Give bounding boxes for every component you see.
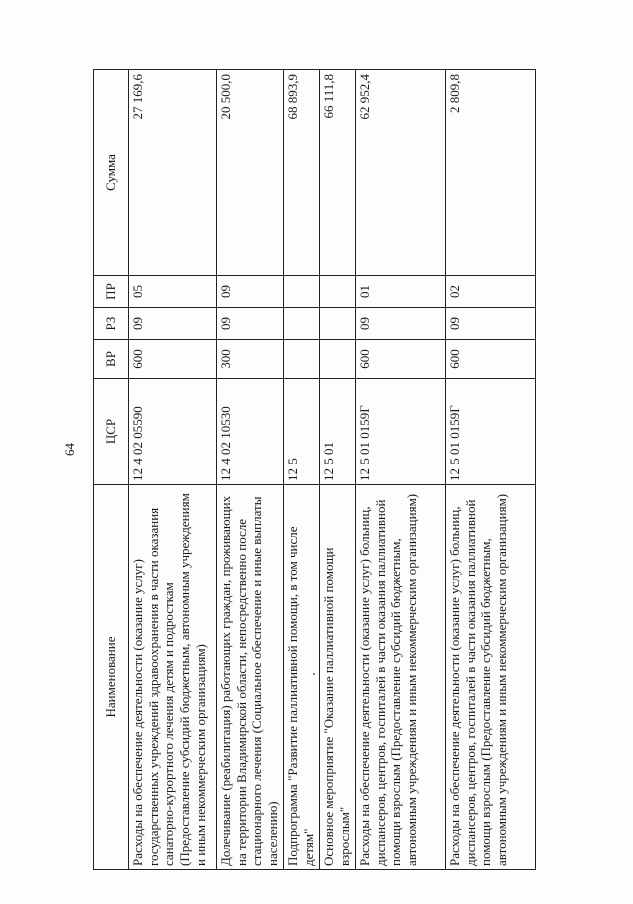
row-name: Расходы на обеспечение деятельности (оказание услуг) больниц, диспансеров, центров, госпиталей в части оказания паллиативной помощи взрослым (Предоставление субсидий бюджетным, автономным учреждениям и иным некоммерческим организациям) — [355, 485, 445, 870]
budget-table-container — [93, 70, 563, 870]
header-sum: Сумма — [94, 70, 129, 276]
row-vr: 600 — [355, 340, 445, 379]
row-csr: 12 4 02 05590 — [129, 379, 217, 485]
row-vr: 600 — [129, 340, 217, 379]
row-name: Подпрограмма "Развитие паллиативной помощи, в том числе детям" — [283, 485, 319, 870]
row-rz: 09 — [129, 308, 217, 340]
row-sum: 27 169,6 — [129, 70, 217, 276]
row-pr — [283, 276, 319, 308]
row-sum: 68 893,9 — [283, 70, 319, 276]
row-name: Расходы на обеспечение деятельности (оказание услуг) государственных учреждений здравоохранения в части оказания санаторно-курортного лечения детям и подросткам (Предоставление субсидий бюджетным, автономным учреждениям и иным некоммерческим организациям) — [129, 485, 217, 870]
budget-table — [93, 69, 536, 870]
header-rz: РЗ — [94, 308, 129, 340]
row-vr — [283, 340, 319, 379]
row-sum: 2 809,8 — [445, 70, 535, 276]
row-rz: 09 — [217, 308, 284, 340]
row-rz — [283, 308, 319, 340]
header-name: Наименование — [94, 485, 129, 870]
row-csr: 12 5 01 0159Г — [445, 379, 535, 485]
table-header-row — [94, 70, 129, 870]
header-pr: ПР — [94, 276, 129, 308]
header-vr: ВР — [94, 340, 129, 379]
row-vr: 300 — [217, 340, 284, 379]
table-row — [319, 70, 355, 870]
header-csr: ЦСР — [94, 379, 129, 485]
scan-speck — [313, 673, 315, 675]
row-pr: 02 — [445, 276, 535, 308]
table-row — [355, 70, 445, 870]
table-row — [129, 70, 217, 870]
row-rz: 09 — [445, 308, 535, 340]
row-sum: 20 500,0 — [217, 70, 284, 276]
row-sum: 62 952,4 — [355, 70, 445, 276]
row-sum: 66 111,8 — [319, 70, 355, 276]
table-row — [217, 70, 284, 870]
row-name: Основное мероприятие "Оказание паллиативной помощи взрослым" — [319, 485, 355, 870]
row-vr: 600 — [445, 340, 535, 379]
table-row — [445, 70, 535, 870]
table-row — [283, 70, 319, 870]
page-number: 64 — [62, 443, 77, 456]
row-rz — [319, 308, 355, 340]
row-pr: 01 — [355, 276, 445, 308]
row-csr: 12 4 02 10530 — [217, 379, 284, 485]
row-vr — [319, 340, 355, 379]
row-pr — [319, 276, 355, 308]
row-rz: 09 — [355, 308, 445, 340]
row-pr: 09 — [217, 276, 284, 308]
row-name: Расходы на обеспечение деятельности (оказание услуг) больниц, диспансеров, центров, госпиталей в части оказания паллиативной помощи взрослым (Предоставление субсидий бюджетным, автономным учреждениям и иным некоммерческим организациям) — [445, 485, 535, 870]
row-pr: 05 — [129, 276, 217, 308]
row-csr: 12 5 01 — [319, 379, 355, 485]
row-name: Долечивание (реабилитация) работающих граждан, проживающих на территории Владимирской области, непосредственно после стационарного лечения (Социальное обеспечение и иные выплаты населению) — [217, 485, 284, 870]
row-csr: 12 5 01 0159Г — [355, 379, 445, 485]
row-csr: 12 5 — [283, 379, 319, 485]
